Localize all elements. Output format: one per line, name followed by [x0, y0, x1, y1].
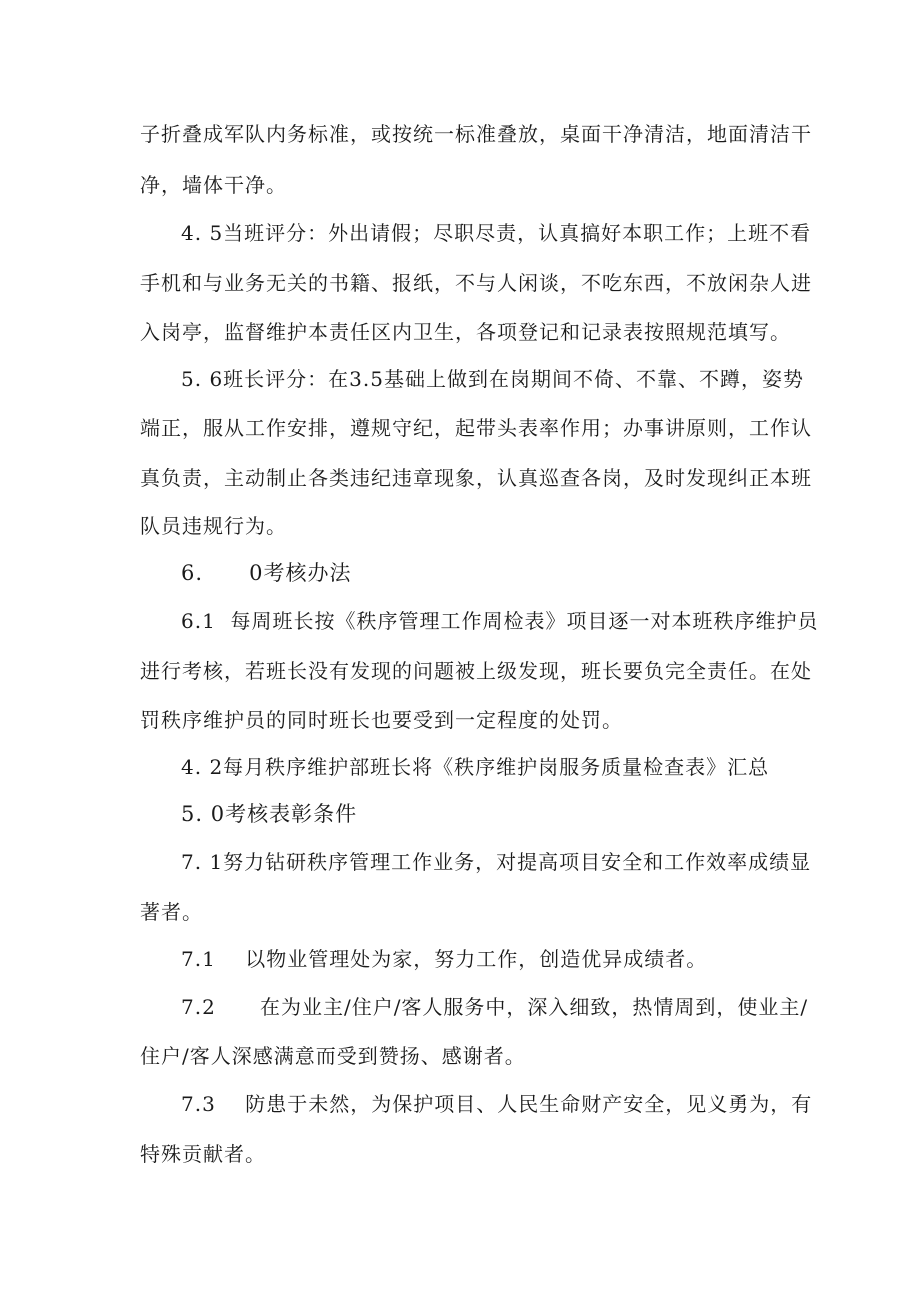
text-line: 子折叠成军队内务标准，或按统一标准叠放，桌面干净清洁，地面清洁干: [140, 122, 812, 146]
text-line: 手机和与业务无关的书籍、报纸，不与人闲谈，不吃东西，不放闲杂人进: [140, 271, 812, 295]
text-line: 队员违规行为。: [140, 514, 287, 538]
text-line: 入岗亭，监督维护本责任区内卫生，各项登记和记录表按照规范填写。: [140, 320, 791, 344]
text-line: 真负责，主动制止各类违纪违章现象，认真巡查各岗，及时发现纠正本班: [140, 466, 812, 490]
text-line: 著者。: [140, 900, 203, 924]
text-line: 特殊贡献者。: [140, 1142, 266, 1166]
text-line: 5. 6班长评分：在3.5基础上做到在岗期间不倚、不靠、不蹲，姿势: [181, 367, 804, 391]
section-heading: 6. 0考核办法: [181, 561, 352, 585]
text-line: 进行考核，若班长没有发现的问题被上级发现，班长要负完全责任。在处: [140, 659, 812, 683]
text-line: 住户/客人深感满意而受到赞扬、感谢者。: [140, 1044, 526, 1068]
text-line: 7.1 以物业管理处为家，努力工作，创造优异成绩者。: [181, 947, 708, 971]
text-line: 7.3 防患于未然，为保护项目、人民生命财产安全，见义勇为，有: [181, 1092, 813, 1116]
text-line: 7. 1努力钻研秩序管理工作业务，对提高项目安全和工作效率成绩显: [181, 850, 812, 874]
text-line: 罚秩序维护员的同时班长也要受到一定程度的处罚。: [140, 708, 623, 732]
section-heading: 5. 0考核表彰条件: [181, 802, 358, 826]
text-line: 6.1 每周班长按《秩序管理工作周检表》项目逐一对本班秩序维护员: [181, 609, 819, 633]
text-line: 7.2 在为业主/住户/客人服务中，深入细致，热情周到，使业主/: [181, 995, 809, 1019]
text-line: 端正，服从工作安排，遵规守纪，起带头表率作用；办事讲原则，工作认: [140, 416, 812, 440]
text-line: 净，墙体干净。: [140, 173, 287, 197]
text-line: 4. 5当班评分：外出请假；尽职尽责，认真搞好本职工作；上班不看: [181, 221, 812, 245]
text-line: 4. 2每月秩序维护部班长将《秩序维护岗服务质量检查表》汇总: [181, 755, 770, 779]
